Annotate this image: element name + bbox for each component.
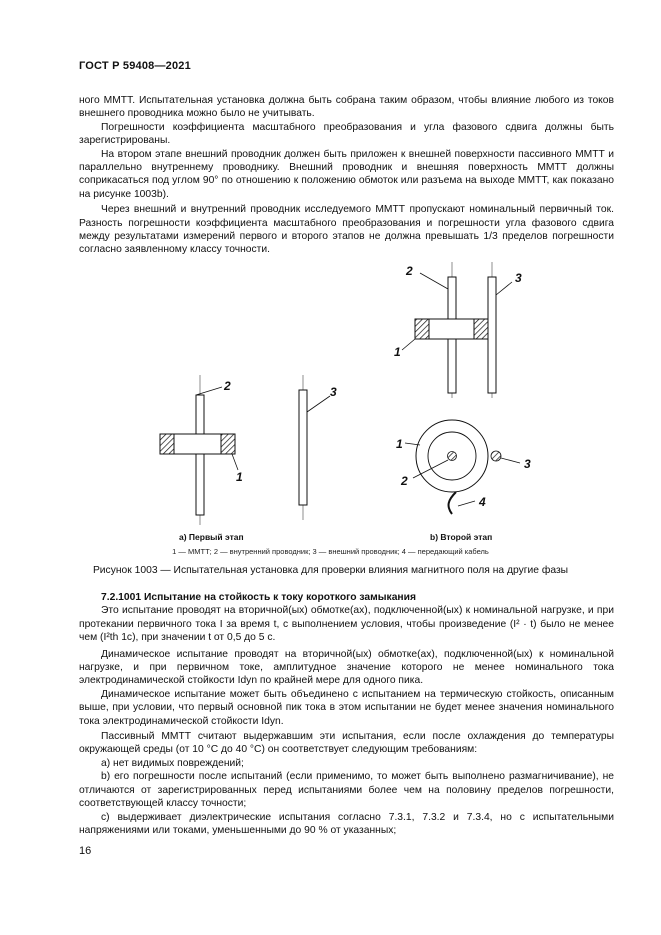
- label-2-b: 2: [406, 264, 413, 278]
- inner-conductor: [196, 395, 204, 515]
- mmtt-winding-right: [221, 434, 235, 454]
- figure-legend: 1 — ММТТ; 2 — внутренний проводник; 3 — внешний проводник; 4 — передающий кабель: [172, 547, 489, 556]
- figure-b-top: [396, 420, 531, 514]
- figure-caption: Рисунок 1003 — Испытательная установка для проверки влияния магнитного поля на другие фазы: [92, 565, 569, 576]
- list-item: b) его погрешности после испытаний (если применимо, то может быть выполнено размагничивание), не отличаются от зарегистрированных перед испытаниями более чем на половину пределов погрешности, соответствующей классу точности;: [79, 771, 614, 810]
- paragraph: Динамическое испытание проводят на вторичной(ых) обмотке(ах), подключенной(ых) к номинальной нагрузке, и при первичном токе, амплитудное значение которого не менее номинального тока электродинамической стойкости Idyn по крайней мере для одного пика.: [79, 648, 614, 687]
- outer-conductor-section: [491, 451, 501, 461]
- outer-conductor: [488, 277, 496, 393]
- list-item: с) выдерживает диэлектрические испытания согласно 7.3.1, 7.3.2 и 7.3.4, но с испытательными напряжениями или токами, уменьшенными до 90 % от указанных;: [79, 811, 614, 836]
- paragraph: Динамическое испытание может быть объединено с испытанием на термическую стойкость, описанным выше, при условии, что первый основной пик тока в этом испытании не будет менее значения номинального тока электродинамической стойкости Idyn.: [79, 688, 614, 727]
- label-1-c: 1: [396, 437, 403, 451]
- label-1-a: 1: [236, 470, 243, 484]
- document-header: ГОСТ Р 59408—2021: [79, 60, 191, 72]
- section-block: [79, 591, 614, 837]
- figure-b-side: [394, 262, 522, 398]
- section-heading: 7.2.1001 Испытание на стойкость к току короткого замыкания: [101, 592, 416, 603]
- label-3-b: 3: [515, 271, 522, 285]
- figure-a: [160, 375, 337, 525]
- outer-conductor: [299, 390, 307, 505]
- paragraph: ного ММТТ. Испытательная установка должна быть собрана таким образом, чтобы влияние любого из токов внешнего проводника можно было не учитывать.: [79, 95, 614, 120]
- transmission-cable: [449, 492, 456, 514]
- paragraph: Через внешний и внутренний проводник исследуемого ММТТ пропускают номинальный первичный ток. Разность погрешности коэффициента масштабного преобразования и погрешности угла фазового сдвига между результатами измерений первого и второго этапов не должна превышать 1/3 пределов погрешности согласно заявленному классу точности.: [79, 204, 614, 256]
- mmtt-winding-left: [160, 434, 174, 454]
- figure-a-title: а) Первый этап: [179, 532, 244, 542]
- label-2-a: 2: [224, 379, 231, 393]
- figure-b-title: b) Второй этап: [430, 532, 493, 542]
- paragraph: Пассивный ММТТ считают выдержавшим эти испытания, если после охлаждения до температуры окружающей среды (от 10 °С до 40 °С) он соответствует следующим требованиям:: [79, 731, 614, 756]
- page-number: 16: [79, 845, 92, 857]
- list-item: а) нет видимых повреждений;: [101, 757, 244, 769]
- paragraph: На втором этапе внешний проводник должен быть приложен к внешней поверхности пассивного ММТТ и параллельно внутреннему проводнику. Внешний проводник и внешняя поверхность ММТТ должны соприкасаться под углом 90° по отношению к положению обмоток или разъема на выходе ММТТ, как показано на рисунке 1003b).: [79, 148, 614, 200]
- label-1-b: 1: [394, 345, 401, 359]
- label-3-a: 3: [330, 385, 337, 399]
- paragraph: Это испытание проводят на вторичной(ых) обмотке(ах), подключенной(ых) к номинальной нагрузке, и при протекании первичного тока I за время t, с выполнением условия, чтобы произведение (I² · t) было не менее чем (I²th 1с), при значении t от 0,5 до 5 с.: [79, 605, 614, 644]
- label-2-c: 2: [401, 474, 408, 488]
- label-3-c: 3: [524, 457, 531, 471]
- paragraph: Погрешности коэффициента масштабного преобразования и угла фазового сдвига должны быть зарегистрированы.: [79, 121, 614, 147]
- inner-conductor-section: [448, 452, 457, 461]
- label-4-c: 4: [479, 495, 486, 509]
